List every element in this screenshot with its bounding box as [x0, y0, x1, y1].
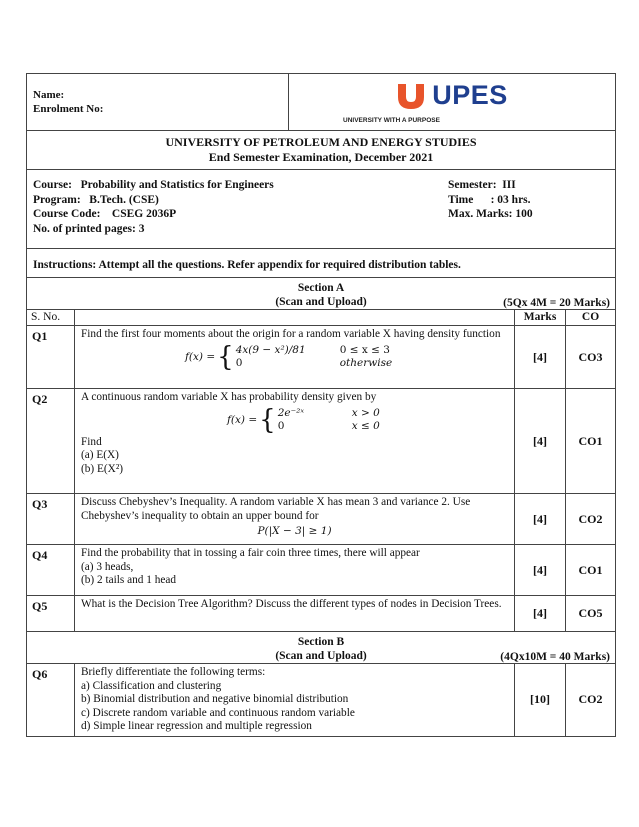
list-item: b) Binomial distribution and negative binomial distribution: [81, 693, 349, 705]
question-text: Discuss Chebyshev’s Inequality. A random variable X has mean 3 and variance 2. Use Chebyshev’s inequality to obtain an upper bound for: [81, 496, 471, 522]
title-row: [27, 131, 616, 170]
col-sno: S. No.: [27, 310, 75, 326]
section-a-subtitle: (Scan and Upload): [275, 296, 367, 308]
col-marks: Marks: [515, 310, 566, 326]
section-a-title: Section A: [297, 282, 345, 294]
semester: Semester: III: [448, 179, 516, 191]
name-label: Name:: [33, 89, 65, 101]
case-expression: 0: [235, 356, 243, 369]
col-co: CO: [566, 310, 616, 326]
density-formula: f(x) ={ 2e⁻²ˣ x > 0 0 x ≤ 0: [227, 403, 380, 436]
question-text: Find the first four moments about the origin for a random variable X having density function: [81, 328, 501, 340]
question-row: [27, 664, 616, 737]
logo-text: UPES: [432, 80, 508, 110]
question-text-cell: [75, 494, 515, 545]
program: Program: B.Tech. (CSE): [33, 193, 159, 206]
list-item: a) Classification and clustering: [81, 679, 222, 692]
title-cell: [27, 131, 616, 170]
course-name: Course: Probability and Statistics for Engineers: [33, 179, 274, 191]
time: Time : 03 hrs.: [448, 193, 531, 206]
question-text-cell: [75, 545, 515, 596]
question-co: CO3: [566, 326, 616, 389]
formula-lhs: f(x) =: [185, 350, 216, 363]
student-fields: [27, 74, 289, 131]
exam-paper: [26, 73, 615, 737]
formula-lhs: f(x) =: [227, 413, 258, 426]
question-co: CO2: [566, 494, 616, 545]
exam-meta: [448, 178, 533, 222]
density-formula: f(x) ={ 4x(9 − x²)/81 0 ≤ x ≤ 3 0 otherwise: [185, 340, 393, 373]
upes-logo: [396, 80, 508, 111]
question-text: What is the Decision Tree Algorithm? Discuss the different types of nodes in Decision Trees.: [81, 598, 502, 610]
question-marks: [4]: [515, 596, 566, 632]
question-number: Q2: [27, 389, 75, 494]
question-text: A continuous random variable X has probability density given by: [81, 391, 377, 403]
part-b: (b) E(X²): [81, 462, 123, 475]
question-co: CO2: [566, 664, 616, 737]
question-number: Q1: [27, 326, 75, 389]
section-b-header: [27, 632, 616, 664]
question-text-cell: [75, 389, 515, 494]
upes-logo-icon: [396, 82, 426, 110]
case-expression: 4x(9 − x²)/81: [235, 343, 306, 356]
section-b-row: [27, 632, 616, 664]
section-a-row: [27, 278, 616, 310]
question-co: CO1: [566, 389, 616, 494]
case-expression: 0: [277, 419, 285, 432]
question-marks: [4]: [515, 326, 566, 389]
column-header-row: [27, 310, 616, 326]
question-row: [27, 596, 616, 632]
course-info-row: [27, 170, 616, 249]
case-condition: 0 ≤ x ≤ 3: [339, 343, 390, 356]
question-row: [27, 494, 616, 545]
instructions: Instructions: Attempt all the questions. Refer appendix for required distribution tables.: [27, 249, 616, 278]
question-number: Q4: [27, 545, 75, 596]
instructions-row: [27, 249, 616, 278]
question-text-cell: [75, 596, 515, 632]
question-row: [27, 545, 616, 596]
section-b-title: Section B: [297, 636, 345, 648]
question-number: Q6: [27, 664, 75, 737]
chebyshev-formula: P(|X − 3| ≥ 1): [257, 525, 332, 537]
question-marks: [10]: [515, 664, 566, 737]
question-marks: [4]: [515, 545, 566, 596]
section-a-marks: (5Qx 4M = 20 Marks): [503, 297, 611, 309]
section-b-marks: (4Qx10M = 40 Marks): [500, 651, 611, 663]
header-row: [27, 74, 616, 131]
logo-cell: [289, 74, 616, 131]
case-condition: x > 0: [351, 406, 380, 419]
find-label: Find: [81, 435, 102, 448]
section-b-subtitle: (Scan and Upload): [275, 650, 367, 662]
question-co: CO1: [566, 545, 616, 596]
part-a: (a) 3 heads,: [81, 560, 134, 573]
question-text-cell: [75, 326, 515, 389]
question-row: [27, 389, 616, 494]
question-text-cell: [75, 664, 515, 737]
question-number: Q5: [27, 596, 75, 632]
case-expression: 2e⁻²ˣ: [277, 406, 305, 419]
question-number: Q3: [27, 494, 75, 545]
part-a: (a) E(X): [81, 449, 119, 461]
course-code: Course Code: CSEG 2036P: [33, 208, 177, 220]
col-question: [75, 310, 515, 326]
list-item: c) Discrete random variable and continuous random variable: [81, 706, 355, 719]
exam-title: End Semester Examination, December 2021: [208, 150, 434, 164]
question-row: [27, 326, 616, 389]
list-item: d) Simple linear regression and multiple regression: [81, 720, 312, 732]
question-marks: [4]: [515, 389, 566, 494]
case-condition: x ≤ 0: [351, 419, 380, 432]
question-marks: [4]: [515, 494, 566, 545]
university-title: UNIVERSITY OF PETROLEUM AND ENERGY STUDIES: [165, 135, 477, 149]
section-a-header: [27, 278, 616, 310]
printed-pages: No. of printed pages: 3: [33, 222, 145, 235]
course-info: [27, 170, 616, 249]
max-marks: Max. Marks: 100: [448, 208, 533, 220]
enrolment-label: Enrolment No:: [33, 103, 104, 115]
question-co: CO5: [566, 596, 616, 632]
case-condition: otherwise: [339, 356, 393, 369]
question-text: Briefly differentiate the following terms:: [81, 666, 266, 678]
question-text: Find the probability that in tossing a fair coin three times, there will appear: [81, 547, 420, 559]
exam-table: [26, 73, 616, 737]
logo-tagline: UNIVERSITY WITH A PURPOSE: [343, 116, 440, 124]
part-b: (b) 2 tails and 1 head: [81, 574, 177, 586]
